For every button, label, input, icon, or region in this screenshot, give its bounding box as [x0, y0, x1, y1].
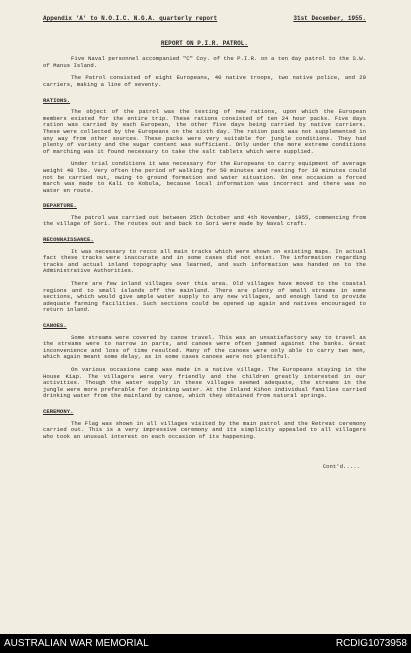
- section-heading-departure: DEPARTURE.: [43, 202, 77, 210]
- intro-paragraph: The Patrol consisted of eight Europeans, 40 native troops, two native police, and 20 carriers, making a line of seventy.: [43, 74, 366, 88]
- section-paragraph: There are few inland villages over this area. Old villages have moved to the coastal regions and to small islands off the mainland. There are plenty of small streams in some sections, which would give ample water supply to any new villages, and enough land to provide adequate farming facilities. Such sections could be opened up again and natives encouraged to return inland.: [43, 280, 366, 314]
- section-heading-canoes: CANOES.: [43, 322, 67, 329]
- section-heading-rations: RATIONS.: [43, 96, 71, 104]
- archive-name: AUSTRALIAN WAR MEMORIAL: [4, 638, 149, 649]
- section-paragraph: It was necessary to recco all main tracks which were shown on existing maps. In actual fact these tracks were inaccurate and in some cases did not exist. The information regarding tracks and actual inland topography was learned, and such information was handed on to the Administrative Authorities.: [43, 247, 366, 275]
- archive-record-id: RCDIG1073958: [335, 638, 407, 649]
- archive-footer-bar: [0, 634, 411, 653]
- section-paragraph: Some streams were covered by canoe travel. This was an unsatisfactory way to travel as the streams were to narrow in parts, and canoes were often jammed against the banks. Great inconvenience and loss of time resulted. Many of the canoes were only able to carry two men, which again meant some delay, as in some cases canoes were not plentiful.: [43, 333, 366, 361]
- section-paragraph: The Flag was shown in all villages visited by the main patrol and the Retreat ceremony carried out. This is a very impressive ceremony and its simplicity appealed to all villagers who took an unusual interest on each occasion of its happening.: [43, 419, 366, 440]
- header-appendix-ref: Appendix 'A' to N.O.I.C. N.G.A. quarterly report: [43, 15, 218, 22]
- report-title: REPORT ON P.I.R. PATROL.: [160, 39, 249, 47]
- section-paragraph: The patrol was carried out between 25th October and 4th November, 1955, commencing from the village of Sori. The routes out and back to Sori were made by Naval craft.: [43, 213, 366, 228]
- header-date: 31st December, 1955.: [293, 15, 366, 22]
- continued-marker: Cont'd.....: [322, 463, 360, 471]
- document-header: [43, 16, 366, 23]
- section-paragraph: Under trial conditions it was necessary for the Europeans to carry equipment of average weight 40 lbs. Very often the period of walking for 50 minutes and resting for 10 minutes could not be carried out, owing to ground formation and water situation. On one occasion a forced march was made to Kali to Kobula, because local information was incorrect and there was no water en route.: [43, 160, 366, 194]
- section-heading-reconnaissance: RECONNAISSANCE.: [43, 236, 94, 244]
- section-paragraph: The object of the patrol was the testing of new rations, upon which the European members existed for the entire trip. These rations consisted of ten 24 hour packs. Five days ration was carried by each European, the other five days being carried by native carriers. These were collected by the Europeans on the sixth day. The ration pack was not supplemented in any way from other sources. These packs were very suitable for jungle conditions. They had plenty of variety and the sugar content was sufficient. Only under the more extreme conditions of marching was it found necessary to take the salt tablets which were supplied.: [43, 108, 366, 155]
- section-paragraph: On various occasions camp was made in a native village. The Europeans staying in the House Kiap. The villagers were very friendly and the children greatly interested in our activities. Though the water supply in these villages seemed adequate, the streams in the jungle were more preferable for drinking water. At the Inland Kihon individual families carried drinking water from the mainland by canoe, which they obtained from natural springs.: [43, 365, 366, 400]
- section-heading-ceremony: CEREMONY.: [43, 407, 74, 415]
- intro-paragraph: Five Naval personnel accompanied "C" Coy. of the P.I.R. on a ten day patrol to the S.W. of Manus Island.: [43, 55, 366, 69]
- document-body: [43, 16, 366, 471]
